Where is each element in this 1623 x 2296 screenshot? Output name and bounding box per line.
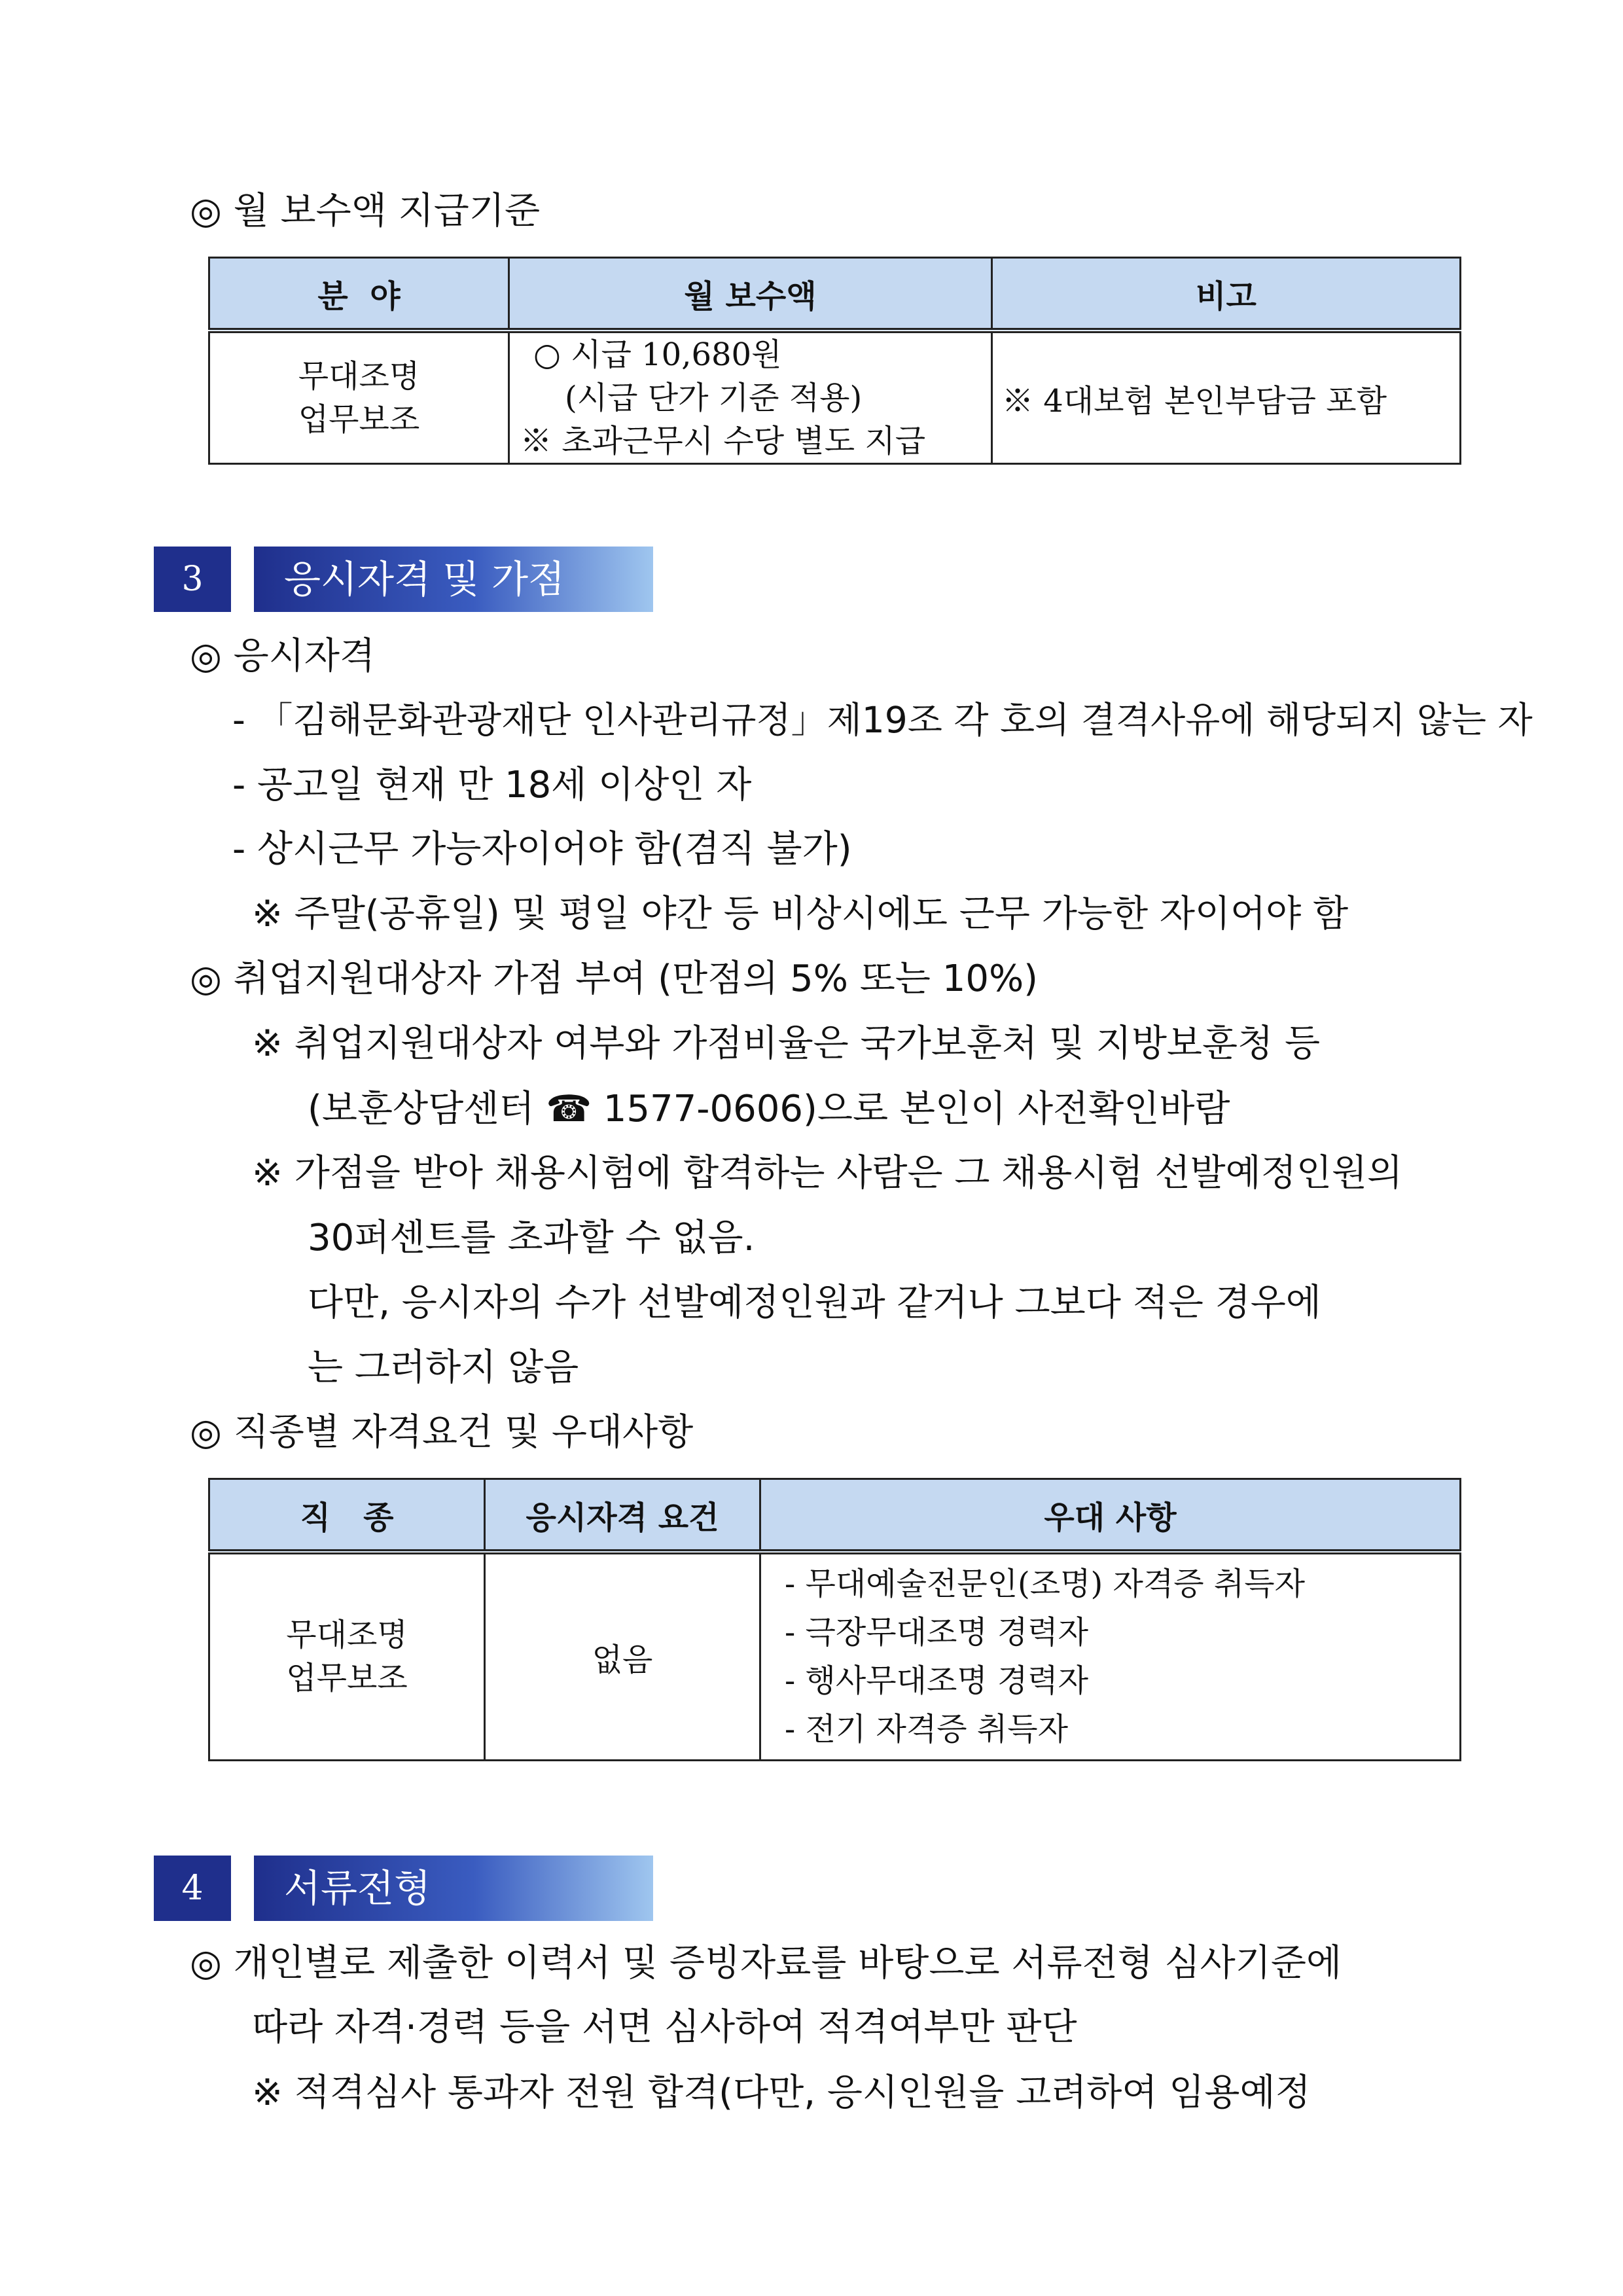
job-type-cell — [209, 1552, 485, 1760]
section-3-title: 응시자격 및 가점 — [254, 547, 653, 612]
qualification-item-1: - 「김해문화관광재단 인사관리규정」제19조 각 호의 결격사유에 해당되지 않는 자 — [232, 699, 1533, 741]
pay-field-line2: 업무보조 — [298, 401, 420, 438]
bonus-heading: ◎ 취업지원대상자 가점 부여 (만점의 5% 또는 10%) — [190, 958, 1039, 1000]
pay-amount-cell — [509, 331, 992, 464]
qualification-item-3: - 상시근무 가능자이어야 함(겸직 불가) — [232, 828, 852, 870]
bonus-note-2-line-4: 는 그러하지 않음 — [308, 1346, 579, 1389]
pay-standard-heading: ◎ 월 보수액 지급기준 — [190, 190, 541, 232]
bonus-note-2-line-3: 다만, 응시자의 수가 선발예정인원과 같거나 그보다 적은 경우에 — [308, 1282, 1321, 1324]
qualification-item-2: - 공고일 현재 만 18세 이상인 자 — [232, 764, 752, 806]
pay-hourly-wage: ○ 시급 10,680원 — [533, 336, 782, 373]
bonus-note-2-line-1: ※ 가점을 받아 채용시험에 합격하는 사람은 그 채용시험 선발예정인원의 — [252, 1152, 1403, 1194]
job-requirement-cell: 없음 — [485, 1552, 760, 1760]
bonus-note-1-line-1: ※ 취업지원대상자 여부와 가점비율은 국가보훈처 및 지방보훈청 등 — [252, 1022, 1321, 1065]
pay-header-note: 비고 — [992, 258, 1461, 331]
pay-wage-basis: (시급 단가 기준 적용) — [565, 380, 863, 416]
job-type-line2: 업무보조 — [286, 1660, 408, 1697]
job-header-type: 직 종 — [209, 1479, 485, 1552]
section-3-number: 3 — [154, 547, 231, 612]
job-requirements-heading: ◎ 직종별 자격요건 및 우대사항 — [190, 1411, 694, 1454]
screening-paragraph-line-1: ◎ 개인별로 제출한 이력서 및 증빙자료를 바탕으로 서류전형 심사기준에 — [190, 1942, 1342, 1984]
pay-header-field: 분 야 — [209, 258, 509, 331]
preference-item-3: - 행사무대조명 경력자 — [785, 1662, 1089, 1700]
bonus-note-1-line-2: (보훈상담센터 ☎ 1577-0606)으로 본인이 사전확인바람 — [308, 1088, 1230, 1130]
preference-item-2: - 극장무대조명 경력자 — [785, 1614, 1089, 1651]
bonus-note-2-line-2: 30퍼센트를 초과할 수 없음. — [308, 1217, 755, 1259]
job-table — [208, 1478, 1461, 1761]
pay-overtime-note: ※ 초과근무시 수당 별도 지급 — [520, 423, 926, 459]
preference-item-1: - 무대예술전문인(조명) 자격증 취득자 — [785, 1566, 1305, 1603]
pay-field-line1: 무대조명 — [298, 358, 420, 395]
pay-note-cell: ※ 4대보험 본인부담금 포함 — [992, 331, 1461, 464]
pay-field-cell — [209, 331, 509, 464]
screening-paragraph-line-2: 따라 자격·경력 등을 서면 심사하여 적격여부만 판단 — [252, 2006, 1077, 2049]
qualification-note: ※ 주말(공휴일) 및 평일 야간 등 비상시에도 근무 가능한 자이어야 함 — [252, 893, 1349, 935]
job-preference-cell — [760, 1552, 1461, 1760]
job-header-requirement: 응시자격 요건 — [485, 1479, 760, 1552]
section-4-title: 서류전형 — [254, 1856, 653, 1921]
screening-note-line-1: ※ 적격심사 통과자 전원 합격(다만, 응시인원을 고려하여 임용예정 — [252, 2072, 1311, 2114]
section-4-number: 4 — [154, 1856, 231, 1921]
preference-item-4: - 전기 자격증 취득자 — [785, 1711, 1068, 1748]
job-header-preference: 우대 사항 — [760, 1479, 1461, 1552]
job-type-line1: 무대조명 — [286, 1617, 408, 1654]
pay-header-amount: 월 보수액 — [509, 258, 992, 331]
pay-table — [208, 257, 1461, 465]
qualification-heading: ◎ 응시자격 — [190, 635, 376, 677]
